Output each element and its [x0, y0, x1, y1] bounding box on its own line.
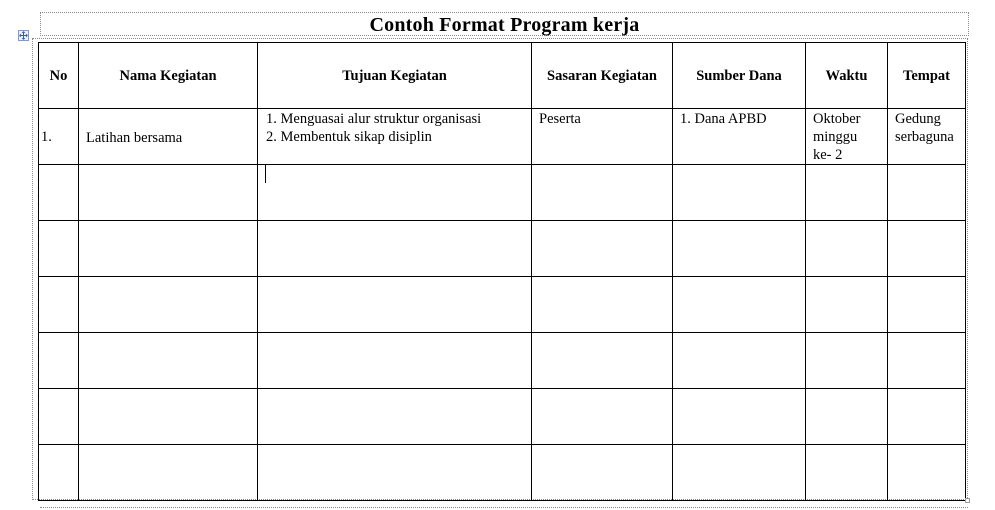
empty-cell[interactable] — [79, 445, 258, 501]
empty-cell[interactable] — [79, 333, 258, 389]
cell-waktu[interactable] — [806, 109, 888, 165]
empty-cell[interactable] — [888, 277, 966, 333]
empty-cell[interactable] — [532, 165, 673, 221]
empty-cell[interactable] — [79, 389, 258, 445]
cell-no-text: 1. — [41, 128, 52, 145]
empty-cell[interactable] — [673, 165, 806, 221]
empty-cell[interactable] — [532, 277, 673, 333]
cell-nama-kegiatan[interactable] — [79, 109, 258, 165]
empty-cell[interactable] — [258, 165, 532, 221]
empty-cell[interactable] — [258, 445, 532, 501]
cell-sasaran-text: Peserta — [539, 111, 581, 127]
empty-cell[interactable] — [673, 389, 806, 445]
tujuan-item-2: 2. Membentuk sikap disiplin — [266, 129, 432, 145]
table-move-handle-icon[interactable] — [18, 30, 29, 41]
empty-cell[interactable] — [39, 221, 79, 277]
table-gridline-bottom — [40, 507, 968, 508]
empty-cell[interactable] — [258, 221, 532, 277]
header-no[interactable]: No — [39, 43, 79, 109]
cell-tempat[interactable] — [888, 109, 966, 165]
header-tempat[interactable]: Tempat — [888, 43, 966, 109]
empty-cell[interactable] — [79, 221, 258, 277]
waktu-line-1: Oktober — [813, 111, 861, 127]
empty-cell[interactable] — [258, 277, 532, 333]
empty-cell[interactable] — [39, 277, 79, 333]
tempat-line-1: Gedung — [895, 111, 941, 127]
table-row — [39, 389, 966, 445]
empty-cell[interactable] — [673, 277, 806, 333]
waktu-line-3: ke- 2 — [813, 147, 843, 163]
empty-cell[interactable] — [79, 165, 258, 221]
cell-no[interactable] — [39, 109, 79, 165]
cell-nama-kegiatan-text: Latihan bersama — [86, 129, 183, 146]
empty-cell[interactable] — [888, 445, 966, 501]
header-nama-kegiatan[interactable]: Nama Kegiatan — [79, 43, 258, 109]
cell-sasaran-kegiatan[interactable] — [532, 109, 673, 165]
document-title: Contoh Format Program kerja — [369, 14, 640, 36]
document-title-cell[interactable] — [40, 12, 969, 36]
waktu-line-2: minggu — [813, 129, 858, 145]
table-header-row — [39, 43, 966, 109]
empty-cell[interactable] — [806, 389, 888, 445]
empty-cell[interactable] — [806, 165, 888, 221]
table-resize-handle-icon[interactable] — [965, 498, 970, 503]
empty-cell[interactable] — [806, 445, 888, 501]
cell-sumber-dana[interactable] — [673, 109, 806, 165]
header-tujuan-kegiatan[interactable]: Tujuan Kegiatan — [258, 43, 532, 109]
empty-cell[interactable] — [888, 389, 966, 445]
tujuan-item-1: 1. Menguasai alur struktur organisasi — [266, 111, 482, 127]
empty-cell[interactable] — [888, 221, 966, 277]
empty-cell[interactable] — [39, 445, 79, 501]
tempat-line-2: serbaguna — [895, 129, 954, 145]
header-sumber-dana[interactable]: Sumber Dana — [673, 43, 806, 109]
empty-cell[interactable] — [79, 277, 258, 333]
empty-cell[interactable] — [39, 333, 79, 389]
cell-tujuan-kegiatan[interactable] — [258, 109, 532, 165]
empty-cell[interactable] — [532, 389, 673, 445]
empty-cell[interactable] — [258, 389, 532, 445]
empty-cell[interactable] — [888, 333, 966, 389]
header-waktu[interactable]: Waktu — [806, 43, 888, 109]
empty-cell[interactable] — [673, 221, 806, 277]
empty-cell[interactable] — [806, 333, 888, 389]
table-row — [39, 109, 966, 165]
empty-cell[interactable] — [258, 333, 532, 389]
empty-cell[interactable] — [806, 277, 888, 333]
table-row — [39, 445, 966, 501]
header-sasaran-kegiatan[interactable]: Sasaran Kegiatan — [532, 43, 673, 109]
table-row — [39, 165, 966, 221]
empty-cell[interactable] — [39, 165, 79, 221]
empty-cell[interactable] — [888, 165, 966, 221]
empty-cell[interactable] — [532, 445, 673, 501]
program-kerja-table[interactable] — [38, 42, 966, 501]
empty-cell[interactable] — [39, 389, 79, 445]
table-row — [39, 333, 966, 389]
empty-cell[interactable] — [673, 445, 806, 501]
empty-cell[interactable] — [532, 221, 673, 277]
empty-cell[interactable] — [806, 221, 888, 277]
table-row — [39, 277, 966, 333]
cell-sumber-dana-text: 1. Dana APBD — [680, 111, 767, 127]
table-row — [39, 221, 966, 277]
empty-cell[interactable] — [532, 333, 673, 389]
empty-cell[interactable] — [673, 333, 806, 389]
text-caret — [265, 165, 266, 183]
